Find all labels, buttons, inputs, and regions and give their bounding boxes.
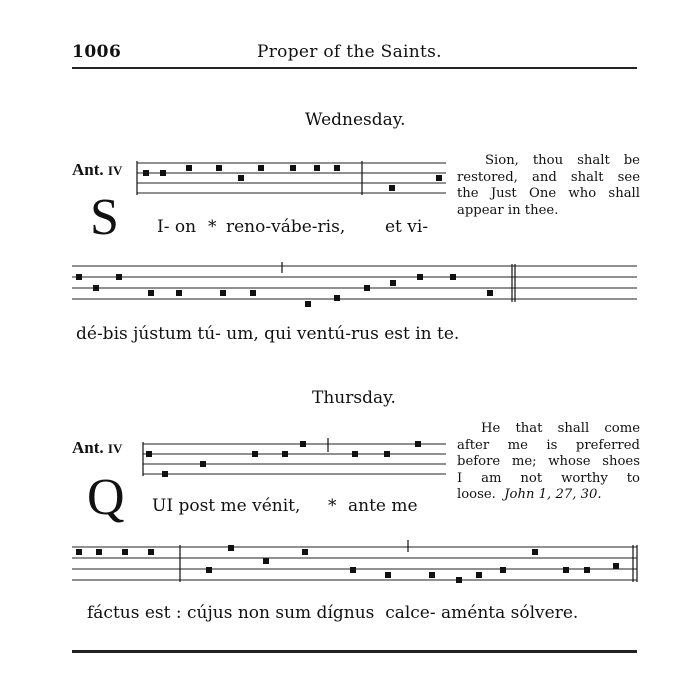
neume [143, 170, 149, 176]
neume [436, 175, 442, 181]
translation-line: before me; whose shoes [457, 454, 640, 469]
neume [176, 290, 182, 296]
neume [613, 563, 619, 569]
translation-word: loose. [457, 487, 496, 502]
page-number: 1006 [72, 42, 122, 62]
translation-line: after me is preferred [457, 437, 640, 453]
neume [334, 295, 340, 301]
neume [216, 165, 222, 171]
antiphon-mode: IV [107, 441, 123, 456]
lyric-word: UI post me vénit, [152, 496, 301, 516]
lyric-word: I- on [157, 217, 197, 237]
initial-letter: Q [87, 469, 125, 526]
neume [228, 545, 234, 551]
lyric-word: reno-vábe-ris, [226, 217, 346, 237]
neume [206, 567, 212, 573]
neume [162, 471, 168, 477]
neume [384, 451, 390, 457]
lyric-asterisk: * [328, 496, 337, 516]
neume [350, 567, 356, 573]
neume [429, 572, 435, 578]
translation-line: appear in thee. [457, 202, 559, 218]
neume [334, 165, 340, 171]
lyric-word: ante me [348, 496, 418, 516]
running-title: Proper of the Saints. [257, 42, 442, 62]
neume [250, 290, 256, 296]
lyric-asterisk: * [208, 217, 217, 237]
neume [385, 572, 391, 578]
bar-lines [137, 161, 637, 582]
neume [282, 451, 288, 457]
antiphon-mode: IV [107, 163, 123, 178]
day-title-thursday: Thursday. [312, 388, 396, 408]
antiphon-abbrev: Ant. [72, 160, 104, 179]
neume [148, 290, 154, 296]
neume [500, 567, 506, 573]
neume [263, 558, 269, 564]
neume [186, 165, 192, 171]
neume [96, 549, 102, 555]
lyric-word: et vi- [385, 217, 429, 237]
neume [146, 451, 152, 457]
neume [76, 549, 82, 555]
neume [476, 572, 482, 578]
neume [116, 274, 122, 280]
staff-lines [72, 163, 637, 580]
neume [93, 285, 99, 291]
neume [417, 274, 423, 280]
translation-line: He that shall come [481, 421, 640, 436]
neume [290, 165, 296, 171]
neume [450, 274, 456, 280]
neume [532, 549, 538, 555]
neume [258, 165, 264, 171]
initial-letter: S [90, 189, 119, 246]
neume [220, 290, 226, 296]
neume [122, 549, 128, 555]
translation-line: I am not worthy to [457, 470, 640, 486]
neume [76, 274, 82, 280]
neume [390, 280, 396, 286]
neume [238, 175, 244, 181]
neume [364, 285, 370, 291]
lyrics-line-2: dé-bis jústum tú- um, qui ventú-rus est in te. [76, 324, 460, 344]
neume [456, 577, 462, 583]
neume [389, 185, 395, 191]
neume [584, 567, 590, 573]
neume [252, 451, 258, 457]
translation-line: the Just One who shall [457, 186, 640, 201]
neume [415, 441, 421, 447]
translation-line: restored, and shalt see [457, 169, 640, 185]
neume [352, 451, 358, 457]
translation-line: Sion, thou shalt be [485, 153, 640, 168]
neumes [76, 165, 619, 583]
neume [314, 165, 320, 171]
lyrics-line-2: fáctus est : cújus non sum dígnus calce- aménta sólvere. [87, 603, 579, 623]
scripture-reference: John 1, 27, 30. [504, 487, 602, 502]
neume [487, 290, 493, 296]
neume [200, 461, 206, 467]
neume [305, 301, 311, 307]
antiphon-abbrev: Ant. [72, 438, 104, 457]
neume [148, 549, 154, 555]
neume [302, 549, 308, 555]
neume [563, 567, 569, 573]
neume [300, 441, 306, 447]
day-title-wednesday: Wednesday. [305, 110, 406, 130]
neume [160, 170, 166, 176]
